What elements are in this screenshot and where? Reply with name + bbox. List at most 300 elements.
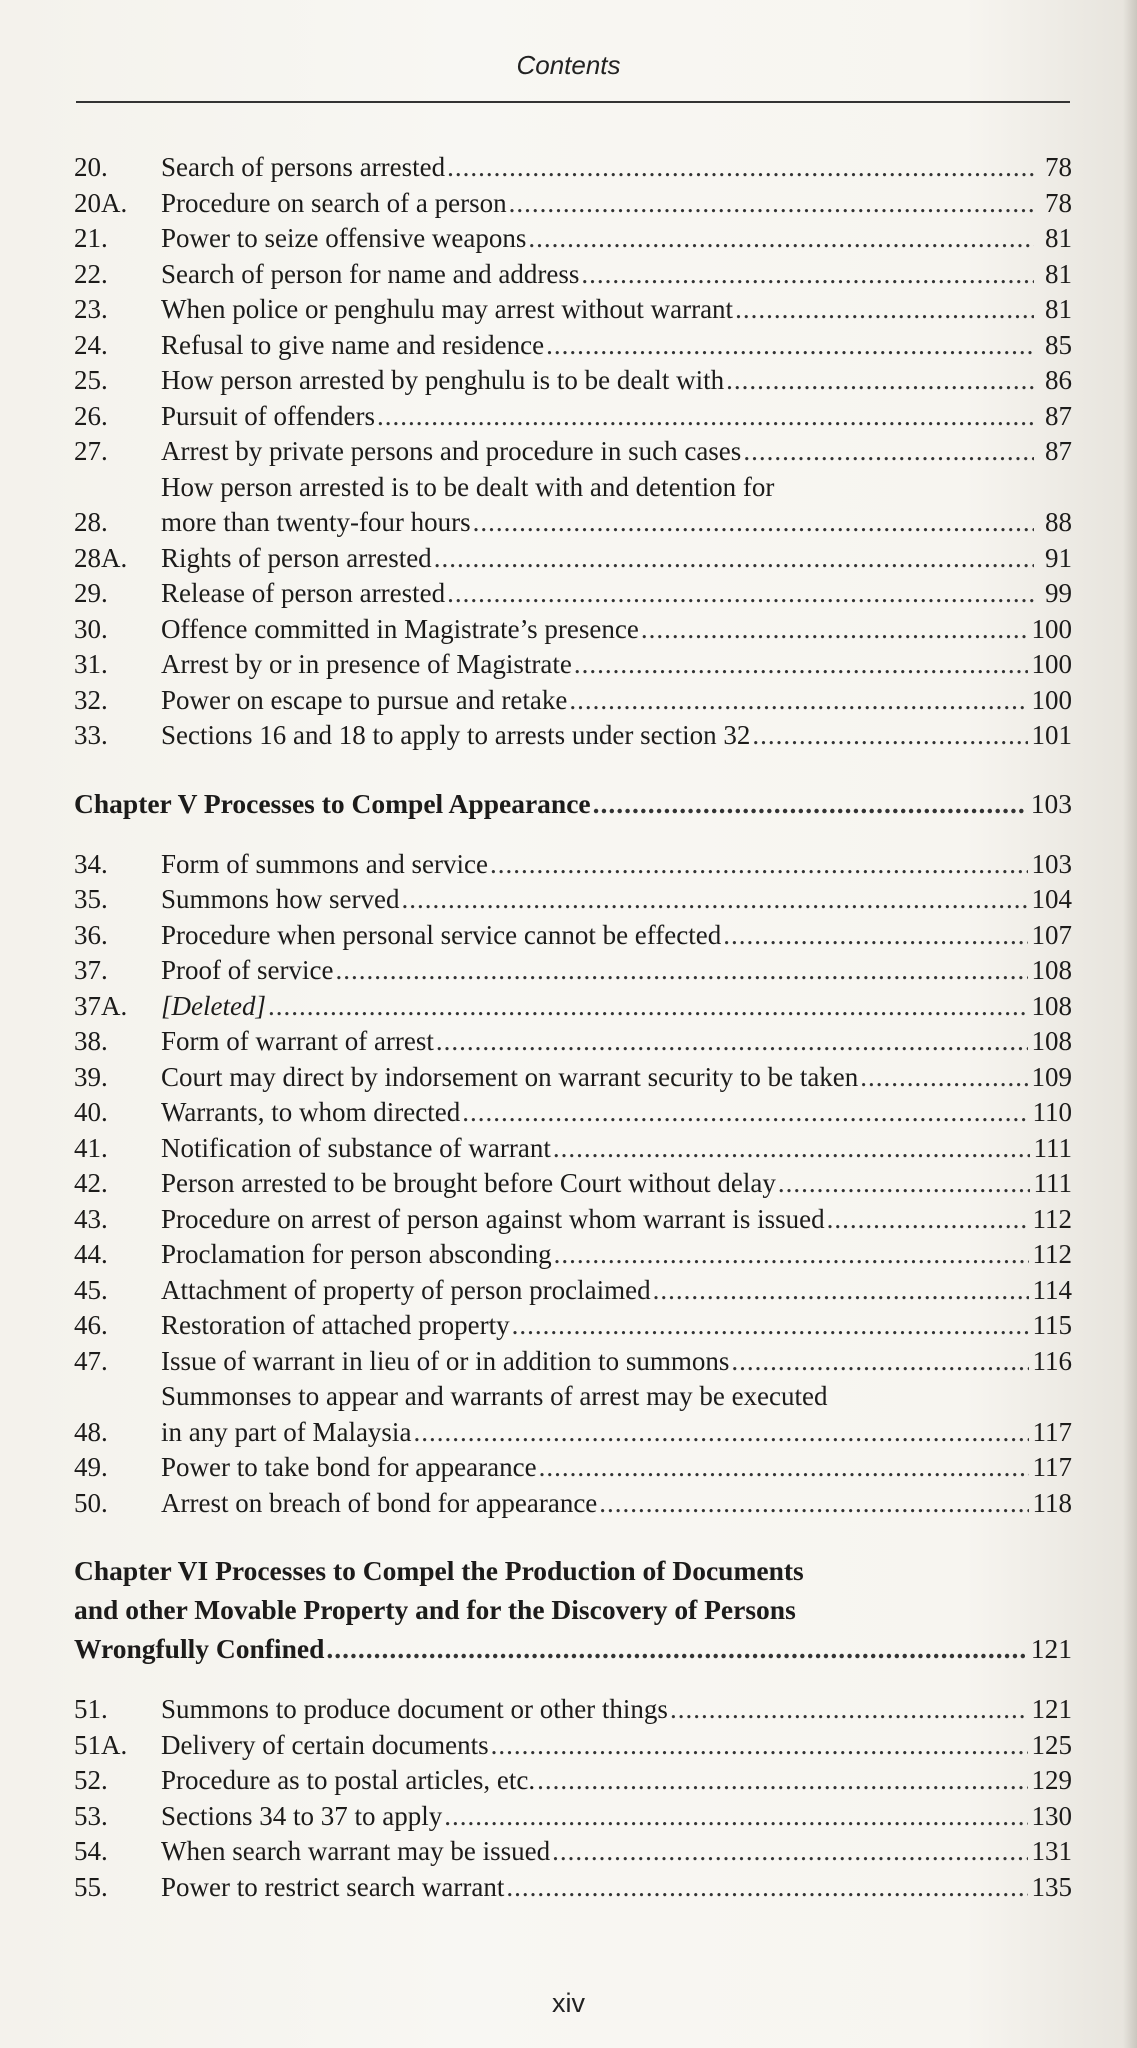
dot-leader <box>752 718 1027 754</box>
section-title-row <box>161 1799 1072 1835</box>
section-title: Power to take bond for appearance <box>161 1452 537 1482</box>
page-number: 118 <box>1032 1487 1072 1518</box>
dot-leader <box>553 1131 1030 1167</box>
dot-leader <box>670 1692 1028 1728</box>
section-title-line: How person arrested is to be dealt with and detention for <box>161 471 775 502</box>
toc-entry <box>74 1237 1072 1273</box>
page-number: 131 <box>1031 1836 1072 1866</box>
section-number: 55. <box>74 1871 108 1902</box>
entry-body <box>161 399 1072 435</box>
entry-body <box>161 1763 1072 1799</box>
section-number: 50. <box>74 1487 108 1518</box>
dot-leader <box>436 1024 1028 1060</box>
chapter-title: Chapter V Processes to Compel Appearance <box>74 787 591 819</box>
dot-leader <box>546 328 1034 364</box>
toc-entry <box>74 1131 1072 1167</box>
section-title: Issue of warrant in lieu of or in addition to summons <box>161 1345 730 1376</box>
dot-leader <box>641 612 1028 648</box>
dot-leader <box>581 257 1034 293</box>
entry-body <box>161 918 1072 954</box>
dot-leader <box>593 784 1027 823</box>
toc-entry <box>74 470 1072 541</box>
dot-leader <box>552 1834 1027 1870</box>
toc-entry <box>74 328 1072 364</box>
entry-body <box>161 292 1072 328</box>
page-folio: xiv <box>552 1988 585 2018</box>
section-number: 53. <box>74 1800 108 1831</box>
section-number: 23. <box>74 294 108 324</box>
section-number: 21. <box>74 223 108 253</box>
section-title-row <box>161 989 1072 1025</box>
dot-leader <box>377 399 1034 435</box>
toc-entry <box>74 221 1072 257</box>
toc-entry <box>74 612 1072 648</box>
section-title: Arrest on breach of bond for appearance <box>161 1487 598 1518</box>
dot-leader <box>490 847 1028 883</box>
dot-leader <box>326 1629 1026 1668</box>
page-number: 109 <box>1031 1061 1072 1092</box>
section-title-row <box>161 1202 1072 1238</box>
toc-entry <box>74 989 1072 1025</box>
section-title-row <box>161 1870 1072 1906</box>
toc-entry <box>74 847 1072 883</box>
page-number: 104 <box>1031 884 1072 914</box>
section-number: 51. <box>74 1694 108 1724</box>
section-title: Sections 34 to 37 to apply <box>161 1800 443 1831</box>
page-number: 101 <box>1031 720 1072 750</box>
section-title-row <box>161 918 1072 954</box>
entry-body <box>161 683 1072 719</box>
section-title-row <box>161 1486 1072 1522</box>
toc-entry <box>74 186 1072 222</box>
section-number: 51A. <box>74 1729 128 1760</box>
section-number: 26. <box>74 400 108 431</box>
toc-entry <box>74 1379 1072 1450</box>
section-number: 35. <box>74 884 108 914</box>
page-number: 107 <box>1031 919 1072 950</box>
section-title-row <box>161 1095 1072 1131</box>
toc-entry <box>74 1166 1072 1202</box>
page-number: 100 <box>1031 613 1072 644</box>
toc-entry <box>74 1308 1072 1344</box>
chapter-title-line: and other Movable Property and for the Discovery of Persons <box>74 1594 796 1625</box>
entry-body <box>161 541 1072 577</box>
section-title-row <box>161 576 1072 612</box>
toc-entry <box>74 292 1072 328</box>
entry-body <box>161 882 1072 918</box>
section-title: When police or penghulu may arrest without warrant <box>161 294 734 324</box>
dot-leader <box>726 363 1034 399</box>
section-title-row <box>161 1024 1072 1060</box>
section-number: 28A. <box>74 542 128 573</box>
entry-body <box>161 1237 1072 1273</box>
dot-leader <box>413 1415 1028 1451</box>
section-title: Procedure on search of a person <box>161 187 507 218</box>
section-title: Person arrested to be brought before Court without delay <box>161 1168 776 1198</box>
page-number: 112 <box>1032 1203 1072 1234</box>
entry-body <box>161 612 1072 648</box>
section-title: Pursuit of offenders <box>161 400 375 431</box>
page-number: 117 <box>1032 1452 1072 1482</box>
page-number: 108 <box>1031 955 1072 985</box>
toc-entry <box>74 918 1072 954</box>
page-number: 111 <box>1033 1168 1072 1198</box>
page-number: 117 <box>1032 1416 1072 1447</box>
dot-leader <box>268 989 1028 1025</box>
section-title: more than twenty-four hours <box>161 507 471 537</box>
page-number: 108 <box>1031 1026 1072 1056</box>
section-number: 33. <box>74 720 108 750</box>
dot-leader <box>599 1486 1028 1522</box>
toc-entry <box>74 1344 1072 1380</box>
section-number: 37A. <box>74 990 128 1021</box>
entry-body <box>161 1308 1072 1344</box>
table-of-contents <box>74 150 1072 1905</box>
page-number: 108 <box>1031 990 1072 1021</box>
toc-entry <box>74 1450 1072 1486</box>
section-number: 52. <box>74 1765 108 1795</box>
section-title: Form of warrant of arrest <box>161 1026 434 1056</box>
section-title-row <box>161 882 1072 918</box>
toc-entry <box>74 576 1072 612</box>
chapter-page-number: 121 <box>1030 1633 1072 1664</box>
section-title: Procedure when personal service cannot be effected <box>161 919 722 950</box>
entry-body <box>161 221 1072 257</box>
section-title-row <box>161 1692 1072 1728</box>
dot-leader <box>462 1095 1028 1131</box>
section-title: Summons to produce document or other things <box>161 1694 668 1724</box>
dot-leader <box>491 1728 1028 1764</box>
page-number: 91 <box>1045 542 1072 573</box>
section-number: 36. <box>74 919 108 950</box>
section-number: 41. <box>74 1132 108 1163</box>
section-number: 39. <box>74 1061 108 1092</box>
entry-body <box>161 847 1072 883</box>
dot-leader <box>473 505 1034 541</box>
toc-entry <box>74 1273 1072 1309</box>
toc-entry <box>74 1834 1072 1870</box>
spacer <box>74 1668 1072 1692</box>
section-number: 27. <box>74 436 108 466</box>
dot-leader <box>444 1799 1027 1835</box>
dot-leader <box>512 1308 1029 1344</box>
section-title: Search of person for name and address <box>161 258 580 289</box>
entry-body <box>161 363 1072 399</box>
entry-body <box>161 1024 1072 1060</box>
page-edge-shadow <box>1123 0 1137 2048</box>
section-title: Summons how served <box>161 884 400 914</box>
toc-entry <box>74 882 1072 918</box>
section-title: in any part of Malaysia <box>161 1416 412 1447</box>
chapter-title-line: Chapter VI Processes to Compel the Production of Documents <box>74 1555 804 1586</box>
entry-body <box>161 1095 1072 1131</box>
section-title: Proof of service <box>161 955 334 985</box>
section-title: Form of summons and service <box>161 848 488 879</box>
section-number: 37. <box>74 955 108 985</box>
section-number: 46. <box>74 1310 108 1340</box>
dot-leader <box>731 1344 1028 1380</box>
section-number: 28. <box>74 507 108 537</box>
toc-entry <box>74 1763 1072 1799</box>
entry-body <box>161 328 1072 364</box>
page-number: 135 <box>1031 1871 1072 1902</box>
dot-leader <box>434 541 1034 577</box>
page-number: 86 <box>1045 365 1072 395</box>
dot-leader <box>509 186 1034 222</box>
section-title: Procedure on arrest of person against whom warrant is issued <box>161 1203 825 1234</box>
dot-leader <box>743 434 1034 470</box>
dot-leader <box>335 953 1027 989</box>
toc-entry <box>74 363 1072 399</box>
section-number: 42. <box>74 1168 108 1198</box>
section-number: 32. <box>74 684 108 715</box>
page-number: 87 <box>1045 436 1072 466</box>
section-title-row <box>161 505 1072 541</box>
section-title: Power to seize offensive weapons <box>161 223 527 253</box>
entry-body <box>161 1379 1072 1450</box>
section-title-row <box>161 328 1072 364</box>
section-title-row <box>161 1237 1072 1273</box>
section-title-row <box>161 847 1072 883</box>
toc-entry <box>74 1060 1072 1096</box>
section-number: 29. <box>74 578 108 608</box>
section-title-row <box>161 257 1072 293</box>
section-title: Arrest by or in presence of Magistrate <box>161 649 572 679</box>
toc-entry <box>74 1202 1072 1238</box>
section-title: Warrants, to whom directed <box>161 1097 461 1127</box>
section-title-row <box>161 1166 1072 1202</box>
section-number: 40. <box>74 1097 108 1127</box>
toc-entry <box>74 257 1072 293</box>
toc-entry <box>74 1870 1072 1906</box>
section-title: Power to restrict search warrant <box>161 1871 505 1902</box>
section-title: How person arrested by penghulu is to be dealt with <box>161 365 725 395</box>
toc-entry <box>74 150 1072 186</box>
section-number: 34. <box>74 848 108 879</box>
section-number: 25. <box>74 365 108 395</box>
running-head: Contents <box>516 50 621 80</box>
section-title-row <box>161 1273 1072 1309</box>
section-title-row <box>161 186 1072 222</box>
spacer <box>74 1521 1072 1551</box>
toc-entry <box>74 434 1072 470</box>
entry-body <box>161 150 1072 186</box>
toc-group-arrest-sections <box>74 150 1072 754</box>
page-number: 81 <box>1045 223 1072 253</box>
entry-body <box>161 1799 1072 1835</box>
section-title: Rights of person arrested <box>161 542 432 573</box>
dot-leader <box>447 576 1034 612</box>
dot-leader <box>574 647 1028 683</box>
section-title-row <box>161 1834 1072 1870</box>
dot-leader <box>537 1763 1027 1799</box>
entry-body <box>161 1486 1072 1522</box>
entry-body <box>161 434 1072 470</box>
toc-entry <box>74 683 1072 719</box>
section-title-row <box>161 1728 1072 1764</box>
entry-body <box>161 1344 1072 1380</box>
toc-entry <box>74 1799 1072 1835</box>
section-title-row <box>161 718 1072 754</box>
section-number: 30. <box>74 613 108 644</box>
entry-body <box>161 1166 1072 1202</box>
dot-leader <box>653 1273 1029 1309</box>
section-title: Restoration of attached property <box>161 1310 510 1340</box>
entry-body <box>161 1450 1072 1486</box>
entry-body <box>161 576 1072 612</box>
section-title-row <box>161 683 1072 719</box>
section-title: [Deleted] <box>161 990 266 1021</box>
section-title: Court may direct by indorsement on warrant security to be taken <box>161 1061 859 1092</box>
toc-entry <box>74 718 1072 754</box>
section-title: Arrest by private persons and procedure in such cases <box>161 436 742 466</box>
section-title: Attachment of property of person proclaimed <box>161 1274 651 1305</box>
section-number: 43. <box>74 1203 108 1234</box>
toc-entry <box>74 541 1072 577</box>
section-number: 22. <box>74 258 108 289</box>
entry-body <box>161 1870 1072 1906</box>
dot-leader <box>402 882 1028 918</box>
page-number: 99 <box>1045 578 1072 608</box>
entry-body <box>161 718 1072 754</box>
chapter-heading-vi <box>74 1551 1072 1668</box>
dot-leader <box>860 1060 1027 1096</box>
page-number: 110 <box>1032 1097 1072 1127</box>
section-title-row <box>161 1450 1072 1486</box>
page-number: 100 <box>1031 649 1072 679</box>
section-number: 20A. <box>74 187 128 218</box>
section-number: 47. <box>74 1345 108 1376</box>
section-title-row <box>161 221 1072 257</box>
page-number: 81 <box>1045 294 1072 324</box>
section-title: When search warrant may be issued <box>161 1836 551 1866</box>
page-number: 87 <box>1045 400 1072 431</box>
page-number: 88 <box>1045 507 1072 537</box>
page-number: 81 <box>1045 258 1072 289</box>
toc-entry <box>74 1095 1072 1131</box>
page-number: 115 <box>1032 1310 1072 1340</box>
spacer <box>74 754 1072 784</box>
section-title: Proclamation for person absconding <box>161 1239 552 1269</box>
section-title-row <box>161 434 1072 470</box>
entry-body <box>161 257 1072 293</box>
section-title-row <box>161 1060 1072 1096</box>
section-number: 31. <box>74 649 108 679</box>
section-number: 24. <box>74 329 108 360</box>
section-title-row <box>161 363 1072 399</box>
section-number: 54. <box>74 1836 108 1866</box>
section-title: Notification of substance of warrant <box>161 1132 551 1163</box>
dot-leader <box>723 918 1027 954</box>
entry-body <box>161 186 1072 222</box>
toc-entry <box>74 1024 1072 1060</box>
entry-body <box>161 1202 1072 1238</box>
toc-entry <box>74 1486 1072 1522</box>
page-number: 129 <box>1031 1765 1072 1795</box>
page-number: 111 <box>1033 1132 1072 1163</box>
section-title: Power on escape to pursue and retake <box>161 684 568 715</box>
section-title-row <box>161 1763 1072 1799</box>
section-number: 48. <box>74 1416 108 1447</box>
dot-leader <box>735 292 1034 328</box>
page-number: 100 <box>1031 684 1072 715</box>
toc-entry <box>74 647 1072 683</box>
section-title-row <box>161 1415 1072 1451</box>
dot-leader <box>528 221 1034 257</box>
entry-body <box>161 1728 1072 1764</box>
section-number: 49. <box>74 1452 108 1482</box>
section-title-row <box>161 647 1072 683</box>
page-number: 116 <box>1032 1345 1072 1376</box>
page-number: 103 <box>1031 848 1072 879</box>
page-number: 121 <box>1031 1694 1072 1724</box>
chapter-title-last-line <box>74 1629 1072 1668</box>
entry-body <box>161 1273 1072 1309</box>
section-title: Sections 16 and 18 to apply to arrests under section 32 <box>161 720 751 750</box>
entry-body <box>161 647 1072 683</box>
entry-body <box>161 470 1072 541</box>
header-rule <box>76 101 1070 103</box>
entry-body <box>161 1692 1072 1728</box>
entry-body <box>161 1131 1072 1167</box>
entry-body <box>161 1834 1072 1870</box>
dot-leader <box>447 150 1034 186</box>
section-title-line: Summonses to appear and warrants of arrest may be executed <box>161 1381 828 1411</box>
page-number: 114 <box>1032 1274 1072 1305</box>
section-title-row <box>161 953 1072 989</box>
page-number: 85 <box>1045 329 1072 360</box>
page-number: 78 <box>1045 187 1072 218</box>
spacer <box>74 823 1072 847</box>
section-title-row <box>161 1344 1072 1380</box>
dot-leader <box>554 1237 1029 1273</box>
page-number: 130 <box>1031 1800 1072 1831</box>
entry-body <box>161 1060 1072 1096</box>
section-title-row <box>161 292 1072 328</box>
section-title-row <box>161 1308 1072 1344</box>
section-title: Release of person arrested <box>161 578 446 608</box>
section-title: Search of persons arrested <box>161 152 446 182</box>
section-title: Refusal to give name and residence <box>161 329 545 360</box>
section-title-row <box>161 541 1072 577</box>
entry-body <box>161 989 1072 1025</box>
section-number: 44. <box>74 1239 108 1269</box>
section-number: 20. <box>74 152 108 182</box>
section-title-row <box>161 612 1072 648</box>
toc-entry <box>74 399 1072 435</box>
section-number: 45. <box>74 1274 108 1305</box>
section-number: 38. <box>74 1026 108 1056</box>
toc-group-chapter-vi-sections <box>74 1692 1072 1905</box>
toc-entry <box>74 1728 1072 1764</box>
toc-group-chapter-v-sections <box>74 847 1072 1522</box>
page-number: 78 <box>1045 152 1072 182</box>
chapter-heading-v <box>74 784 1072 823</box>
dot-leader <box>506 1870 1027 1906</box>
page-number: 112 <box>1032 1239 1072 1269</box>
page-number: 125 <box>1031 1729 1072 1760</box>
toc-entry <box>74 953 1072 989</box>
dot-leader <box>827 1202 1029 1238</box>
section-title-row <box>161 399 1072 435</box>
entry-body <box>161 953 1072 989</box>
section-title: Delivery of certain documents <box>161 1729 489 1760</box>
dot-leader <box>539 1450 1029 1486</box>
section-title: Procedure as to postal articles, etc. <box>161 1765 536 1795</box>
chapter-page-number: 103 <box>1030 787 1072 819</box>
dot-leader <box>778 1166 1030 1202</box>
toc-entry <box>74 1692 1072 1728</box>
